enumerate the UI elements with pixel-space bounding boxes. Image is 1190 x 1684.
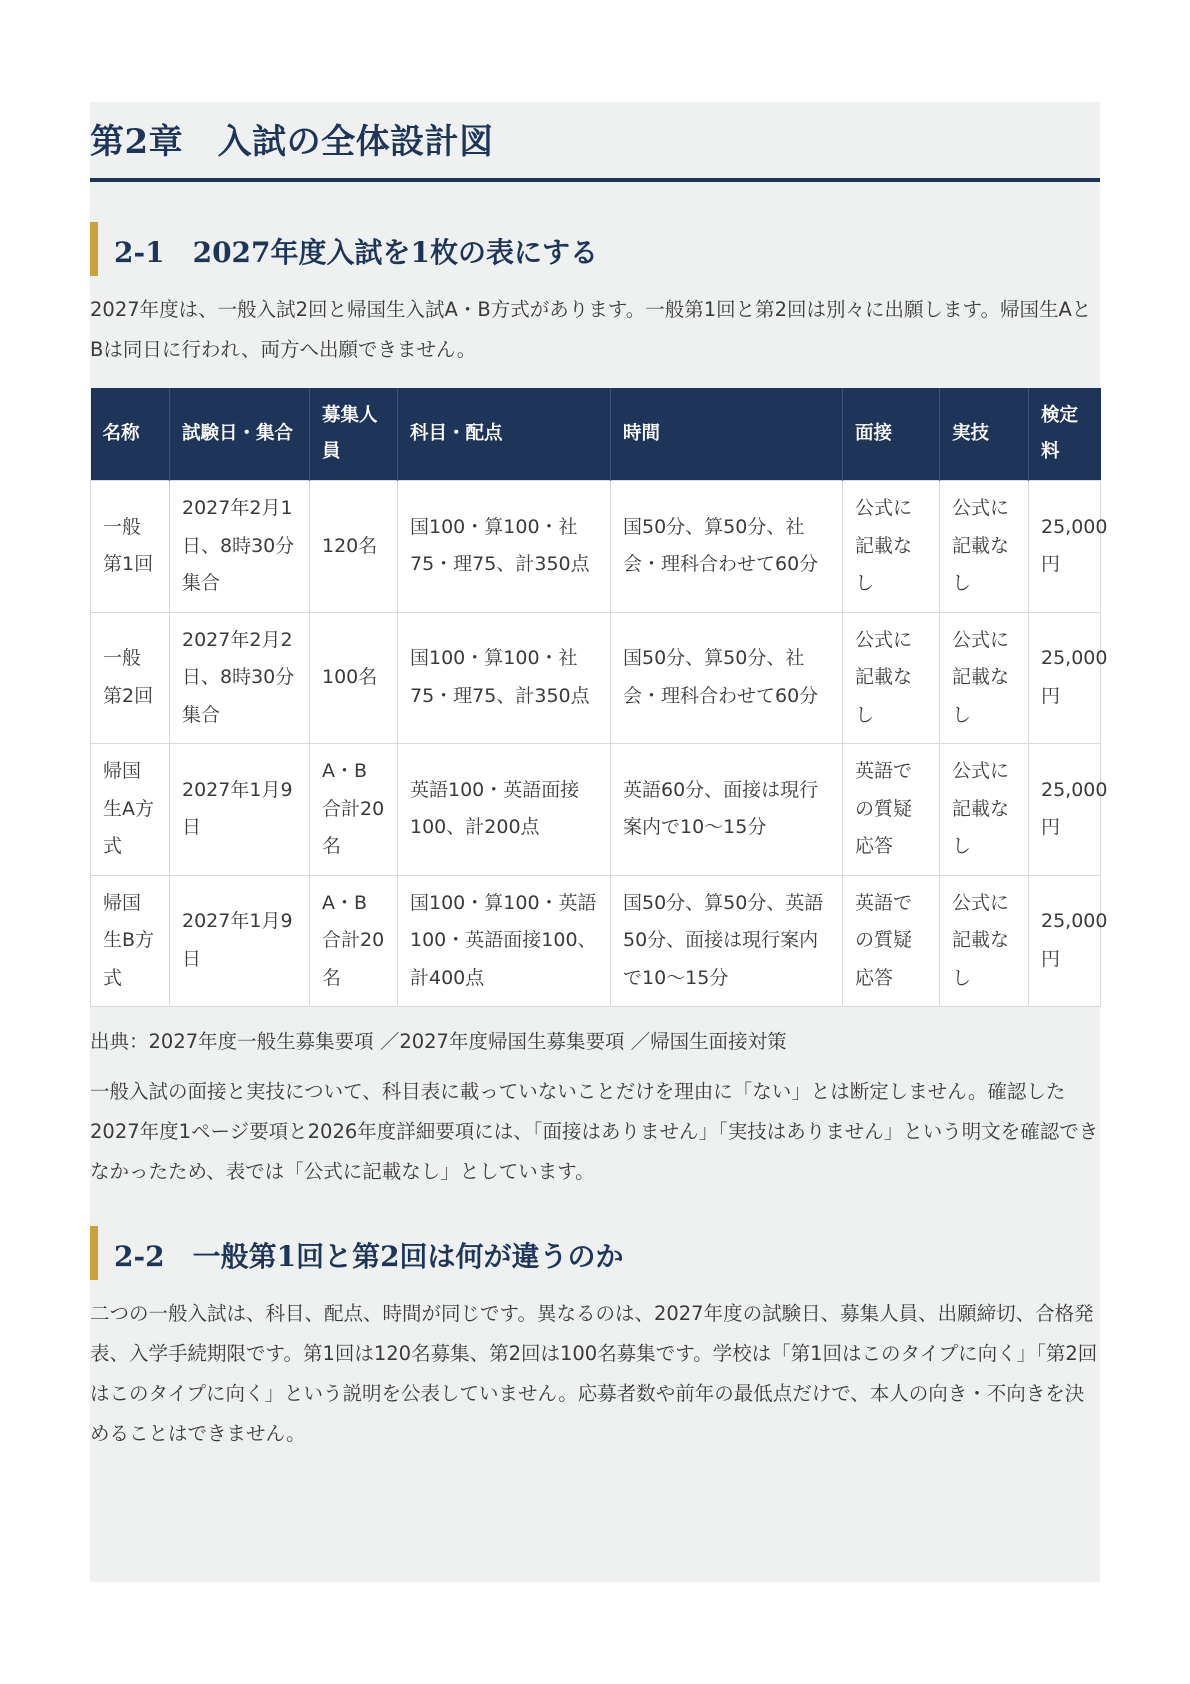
chapter-title: 第2章 入試の全体設計図 xyxy=(90,122,494,162)
section-accent-bar xyxy=(90,1226,98,1280)
section-title: 2-1 2027年度入試を1枚の表にする xyxy=(114,236,598,269)
section-heading-2-2 xyxy=(90,1226,1100,1280)
table-cell: 国100・算100・英語100・英語面接100、計400点 xyxy=(398,875,611,1007)
note-paragraph: 一般入試の面接と実技について、科目表に載っていないことだけを理由に「ない」とは断定しません。確認した2027年度1ページ要項と2026年度詳細要項には、「面接はありません」「実技はありません」という明文を確認できなかったため、表では「公式に記載なし」としています。 xyxy=(90,1080,1099,1183)
table-row xyxy=(91,744,1101,876)
column-header: 実技 xyxy=(940,388,1029,481)
column-header: 科目・配点 xyxy=(398,388,611,481)
table-cell: 2027年2月1日、8時30分集合 xyxy=(170,481,310,613)
column-header: 時間 xyxy=(611,388,843,481)
table-cell: 100名 xyxy=(310,612,398,744)
table-cell: 公式に記載なし xyxy=(940,744,1029,876)
table-header-row xyxy=(91,388,1101,481)
table-cell: 2027年2月2日、8時30分集合 xyxy=(170,612,310,744)
table-cell: 国50分、算50分、社会・理科合わせて60分 xyxy=(611,612,843,744)
table-cell: 英語での質疑応答 xyxy=(843,875,940,1007)
column-header: 面接 xyxy=(843,388,940,481)
table-cell: 公式に記載なし xyxy=(843,481,940,613)
section-body-paragraph: 二つの一般入試は、科目、配点、時間が同じです。異なるのは、2027年度の試験日、募集人員、出願締切、合格発表、入学手続期限です。第1回は120名募集、第2回は100名募集です。学校は「第1回はこのタイプに向く」「第2回はこのタイプに向く」という説明を公表していません。応募者数や前年の最低点だけで、本人の向き・不向きを決めることはできません。 xyxy=(90,1302,1098,1445)
table-cell: 2027年1月9日 xyxy=(170,875,310,1007)
column-header: 試験日・集合 xyxy=(170,388,310,481)
table-cell: 英語での質疑応答 xyxy=(843,744,940,876)
table-cell: A・B合計20名 xyxy=(310,744,398,876)
table-cell: 120名 xyxy=(310,481,398,613)
table-cell: 公式に記載なし xyxy=(940,481,1029,613)
table-cell: 25,000円 xyxy=(1029,612,1101,744)
table-cell: 公式に記載なし xyxy=(940,875,1029,1007)
table-cell: 一般第2回 xyxy=(91,612,170,744)
section-title: 2-2 一般第1回と第2回は何が違うのか xyxy=(114,1240,624,1273)
table-cell: 一般第1回 xyxy=(91,481,170,613)
table-cell: 公式に記載なし xyxy=(843,612,940,744)
table-row xyxy=(91,481,1101,613)
table-cell: 国100・算100・社75・理75、計350点 xyxy=(398,612,611,744)
table-cell: 国50分、算50分、英語50分、面接は現行案内で10〜15分 xyxy=(611,875,843,1007)
table-cell: 帰国生B方式 xyxy=(91,875,170,1007)
section-accent-bar xyxy=(90,222,98,276)
table-cell: 25,000円 xyxy=(1029,481,1101,613)
table-cell: A・B合計20名 xyxy=(310,875,398,1007)
column-header: 名称 xyxy=(91,388,170,481)
table-cell: 英語100・英語面接100、計200点 xyxy=(398,744,611,876)
table-cell: 国50分、算50分、社会・理科合わせて60分 xyxy=(611,481,843,613)
document-page xyxy=(90,102,1108,1582)
column-header: 検定料 xyxy=(1029,388,1101,481)
chapter-header xyxy=(90,102,1100,182)
exam-overview-table xyxy=(90,388,1108,1007)
table-row xyxy=(91,875,1101,1007)
section-heading-2-1 xyxy=(90,222,1100,276)
table-cell: 25,000円 xyxy=(1029,744,1101,876)
table-cell: 国100・算100・社75・理75、計350点 xyxy=(398,481,611,613)
table-cell: 公式に記載なし xyxy=(940,612,1029,744)
section-intro-paragraph: 2027年度は、一般入試2回と帰国生入試A・B方式があります。一般第1回と第2回は別々に出願します。帰国生AとBは同日に行われ、両方へ出願できません。 xyxy=(90,298,1092,361)
table-row xyxy=(91,612,1101,744)
table-cell: 2027年1月9日 xyxy=(170,744,310,876)
source-citation: 出典：2027年度一般生募集要項 ／2027年度帰国生募集要項 ／帰国生面接対策 xyxy=(90,1030,787,1053)
table-cell: 帰国生A方式 xyxy=(91,744,170,876)
table-cell: 英語60分、面接は現行案内で10〜15分 xyxy=(611,744,843,876)
column-header: 募集人員 xyxy=(310,388,398,481)
table-cell: 25,000円 xyxy=(1029,875,1101,1007)
